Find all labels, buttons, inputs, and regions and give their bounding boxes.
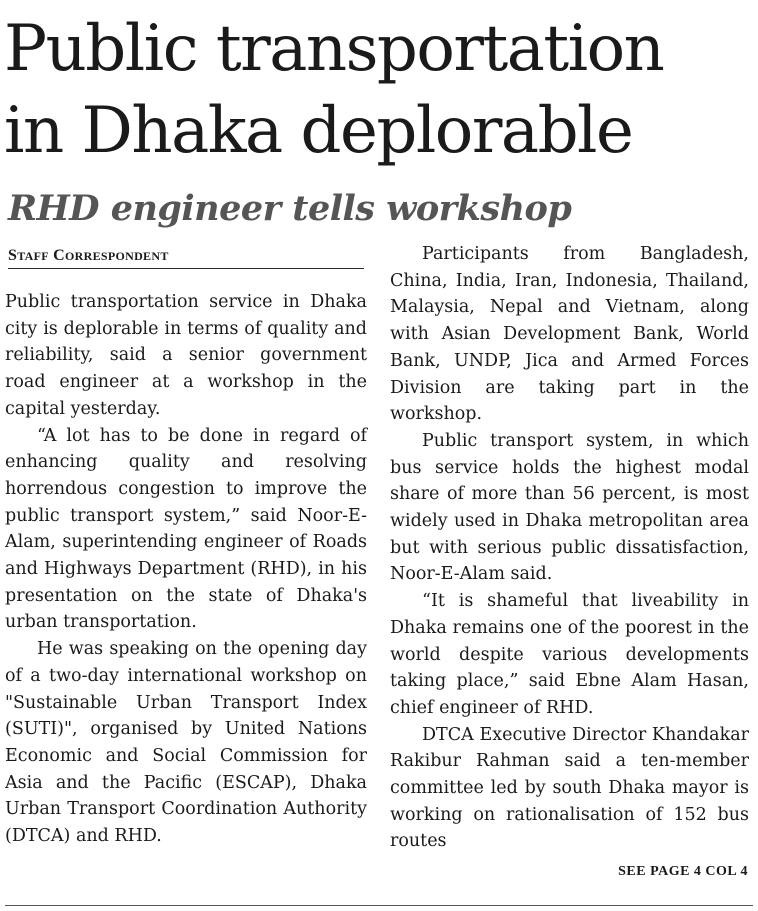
article-column-right	[390, 241, 749, 855]
article-paragraph: He was speaking on the opening day of a two-day international workshop on "Sustainable Urban Transport Index (SUTI)", organised by United Nations Economic and Social Commission for Asia and the Pacific (ESCAP), Dhaka Urban Transport Coordination Authority (DTCA) and RHD.	[5, 639, 367, 847]
continuation-note: SEE PAGE 4 COL 4	[618, 864, 748, 879]
headline-line-2: in Dhaka deplorable	[4, 94, 633, 168]
article-paragraph: Public transportation service in Dhaka city is deplorable in terms of quality and reliability, said a senior government road engineer at a workshop in the capital yesterday.	[5, 292, 367, 419]
headline-line-1: Public transportation	[4, 12, 664, 86]
bottom-divider	[5, 905, 753, 906]
article-paragraph: Public transport system, in which bus service holds the highest modal share of more than 56 percent, is most widely used in Dhaka metropolitan area but with serious public dissatisfaction, Noor-E-Alam said.	[390, 430, 749, 585]
byline	[8, 246, 364, 269]
headline	[4, 8, 754, 172]
article-paragraph: “It is shameful that liveability in Dhaka remains one of the poorest in the world despite various developments taking place,” said Ebne Alam Hasan, chief engineer of RHD.	[390, 591, 749, 718]
byline-initial-2: C	[53, 247, 66, 264]
byline-initial-1: S	[8, 247, 18, 264]
article-column-left	[5, 289, 367, 850]
subheadline: RHD engineer tells workshop	[8, 188, 572, 229]
byline-smallcaps-1: TAFF	[17, 249, 49, 263]
byline-smallcaps-2: ORRESPONDENT	[65, 249, 169, 263]
article-paragraph: Participants from Bangladesh, China, India, Iran, Indonesia, Thailand, Malaysia, Nepal and Vietnam, along with Asian Development Bank, World Bank, UNDP, Jica and Armed Forces Division are taking part in the workshop.	[390, 244, 749, 425]
article-paragraph: “A lot has to be done in regard of enhancing quality and resolving horrendous congestion to improve the public transport system,” said Noor-E-Alam, superintending engineer of Roads and Highways Department (RHD), in his presentation on the state of Dhaka's urban transportation.	[5, 425, 367, 633]
article-paragraph: DTCA Executive Director Khandakar Rakibur Rahman said a ten-member committee led by south Dhaka mayor is working on rationalisation of 152 bus routes	[390, 724, 749, 852]
